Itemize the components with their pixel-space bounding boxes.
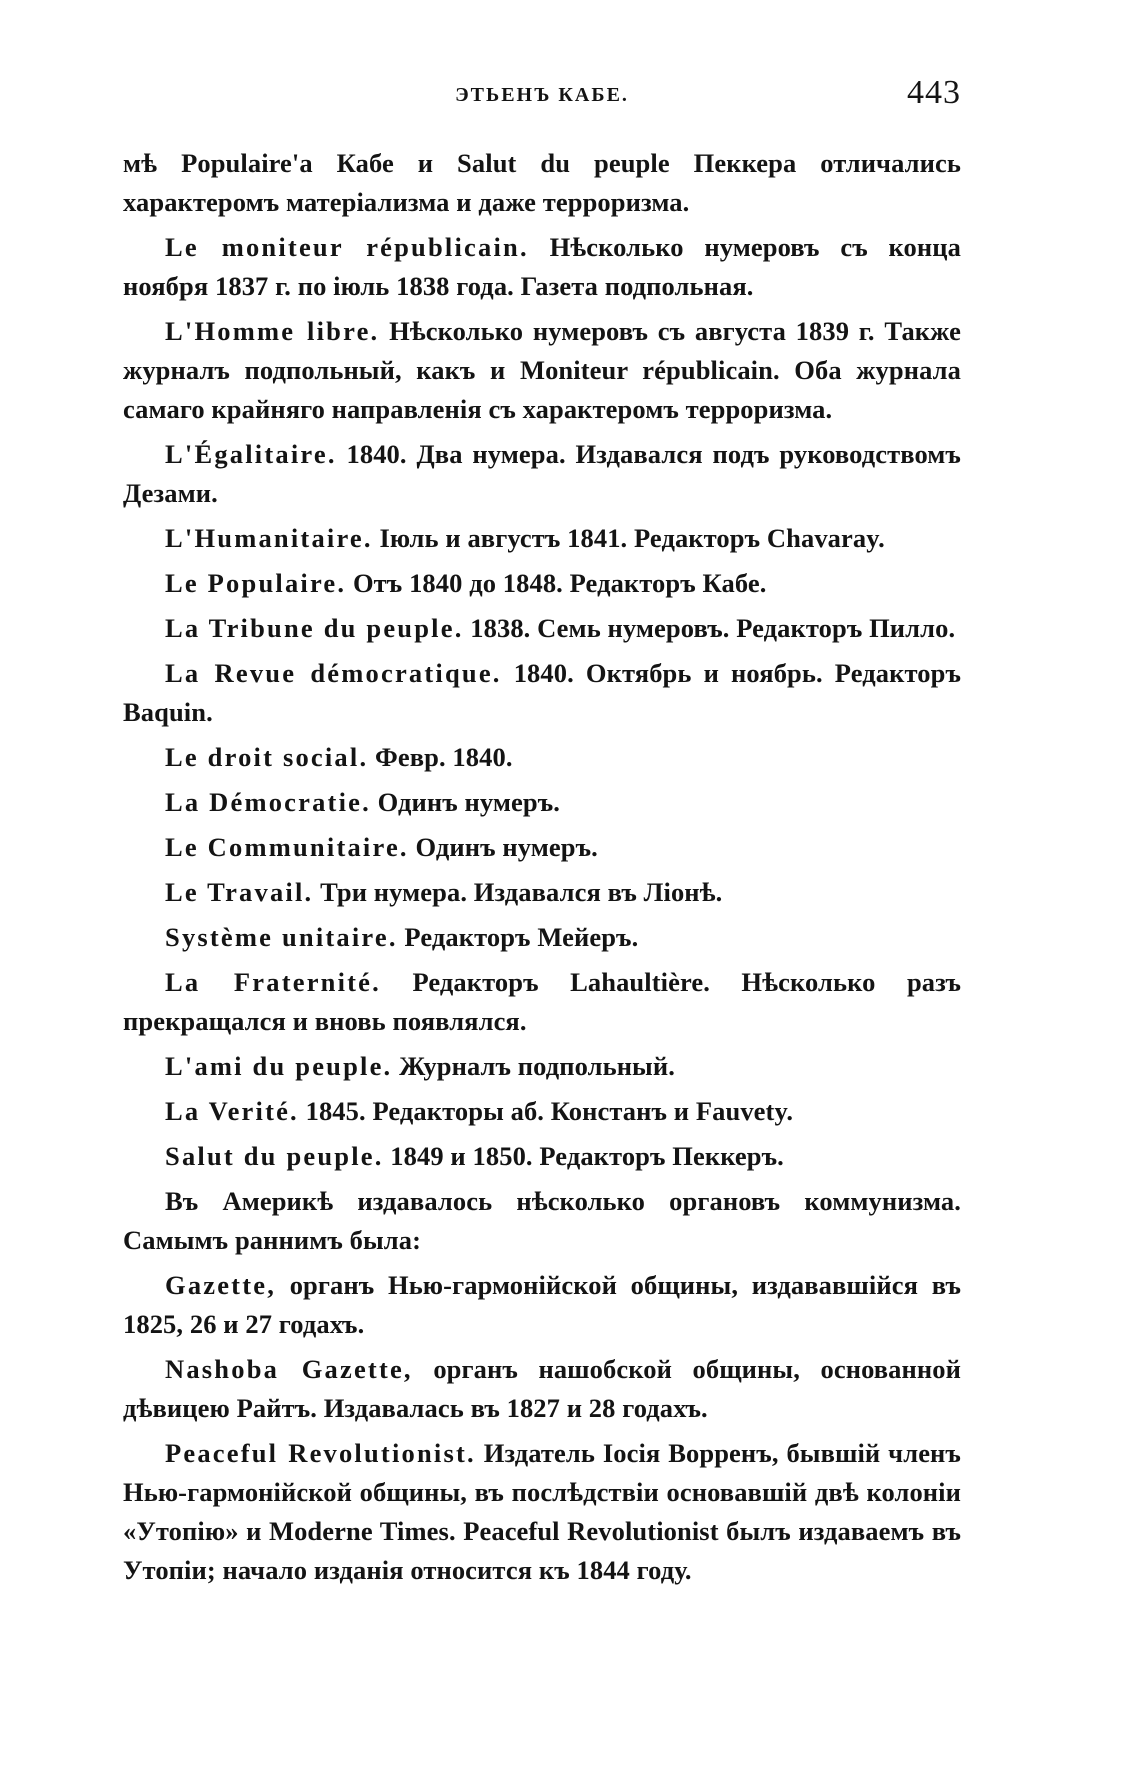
journal-description: 1840. Октябрь и ноябрь. Редакторъ Baquin. [123,658,961,727]
journal-description: 1845. Редакторы аб. Констанъ и Fauvety. [298,1096,794,1126]
journal-title: La Fraternité. [165,967,381,997]
journal-title: La Démocratie. [165,787,371,817]
journal-entry [123,1047,961,1086]
journal-description: Издатель Іосія Ворренъ, бывшій членъ Нью-гармонійской общины, въ послѣдствіи основавшій двѣ колоніи «Утопію» и Moderne Times. Peaceful Revolutionist былъ издаваемъ въ Утопіи; начало изданія относится къ 1844 году. [123,1438,961,1585]
book-page [123,70,961,1596]
journal-title: Peaceful Revolutionist. [165,1438,476,1468]
journal-entry [123,918,961,957]
journal-description: Одинъ нумеръ. [370,787,561,817]
journal-description: 1840. Два нумера. Издавался подъ руководствомъ Дезами. [123,439,961,508]
journal-entry [123,519,961,558]
journal-entry [123,828,961,867]
entries-list [123,144,961,1590]
journal-title: L'Humanitaire. [165,523,373,553]
journal-title: Le moniteur républicain. [165,232,529,262]
journal-entry [123,564,961,603]
journal-entry [123,654,961,732]
journal-title: La Verité. [165,1096,299,1126]
journal-title: Système unitaire. [165,922,398,952]
section-intro: Въ Америкѣ издавалось нѣсколько органовъ коммунизма. Самымъ раннимъ была: [123,1186,961,1255]
journal-description: 1849 и 1850. Редакторъ Пеккеръ. [383,1141,784,1171]
journal-description: 1838. Семь нумеровъ. Редакторъ Пилло. [463,613,956,643]
journal-title: Nashoba Gazette, [165,1354,413,1384]
journal-description: Три нумера. Издавался въ Ліонѣ. [313,877,723,907]
journal-entry [123,228,961,306]
journal-entry [123,609,961,648]
journal-entry [123,873,961,912]
journal-entry [123,783,961,822]
journal-description: Отъ 1840 до 1848. Редакторъ Кабе. [346,568,767,598]
journal-description: Нѣсколько нумеровъ съ августа 1839 г. Также журналъ подпольный, какъ и Moniteur républicain. Оба журнала самаго крайняго направленія съ характеромъ терроризма. [123,316,961,424]
page-header [123,70,961,120]
journal-entry [123,1092,961,1131]
journal-entry [123,1266,961,1344]
journal-title: La Revue démocratique. [165,658,502,688]
running-title: ЭТЬЕНЪ КАБЕ. [455,84,629,106]
journal-description: органъ Нью-гармонійской общины, издававшійся въ 1825, 26 и 27 годахъ. [123,1270,961,1339]
journal-description: Іюль и августъ 1841. Редакторъ Chavaray. [372,523,885,553]
journal-entry [123,738,961,777]
journal-title: Le Populaire. [165,568,347,598]
journal-entry [123,435,961,513]
journal-title: Le Travail. [165,877,314,907]
journal-title: Le droit social. [165,742,369,772]
paragraph-continuation: мѣ Populaire'a Кабе и Salut du peuple Пеккера отличались характеромъ матеріализма и даже терроризма. [123,148,961,217]
journal-description: органъ нашобской общины, основанной дѣвицею Райтъ. Издавалась въ 1827 и 28 годахъ. [123,1354,961,1423]
journal-title: L'Homme libre. [165,316,380,346]
journal-title: La Tribune du peuple. [165,613,464,643]
journal-description: Нѣсколько нумеровъ съ конца ноября 1837 г. по іюль 1838 года. Газета подпольная. [123,232,961,301]
journal-description: Редакторъ Мейеръ. [397,922,639,952]
journal-title: Salut du peuple. [165,1141,384,1171]
journal-entry [123,1137,961,1176]
journal-title: L'ami du peuple. [165,1051,393,1081]
journal-description: Февр. 1840. [368,742,513,772]
journal-entry [123,1434,961,1590]
journal-description: Редакторъ Lahaultière. Нѣсколько разъ прекращался и вновь появлялся. [123,967,961,1036]
journal-description: Журналъ подпольный. [392,1051,675,1081]
journal-entry [123,312,961,429]
journal-title: Gazette, [165,1270,277,1300]
journal-entry [123,1350,961,1428]
page-number: 443 [907,74,961,111]
journal-description: Одинъ нумеръ. [408,832,598,862]
journal-entry [123,963,961,1041]
journal-title: Le Communitaire. [165,832,409,862]
journal-title: L'Égalitaire. [165,439,337,469]
